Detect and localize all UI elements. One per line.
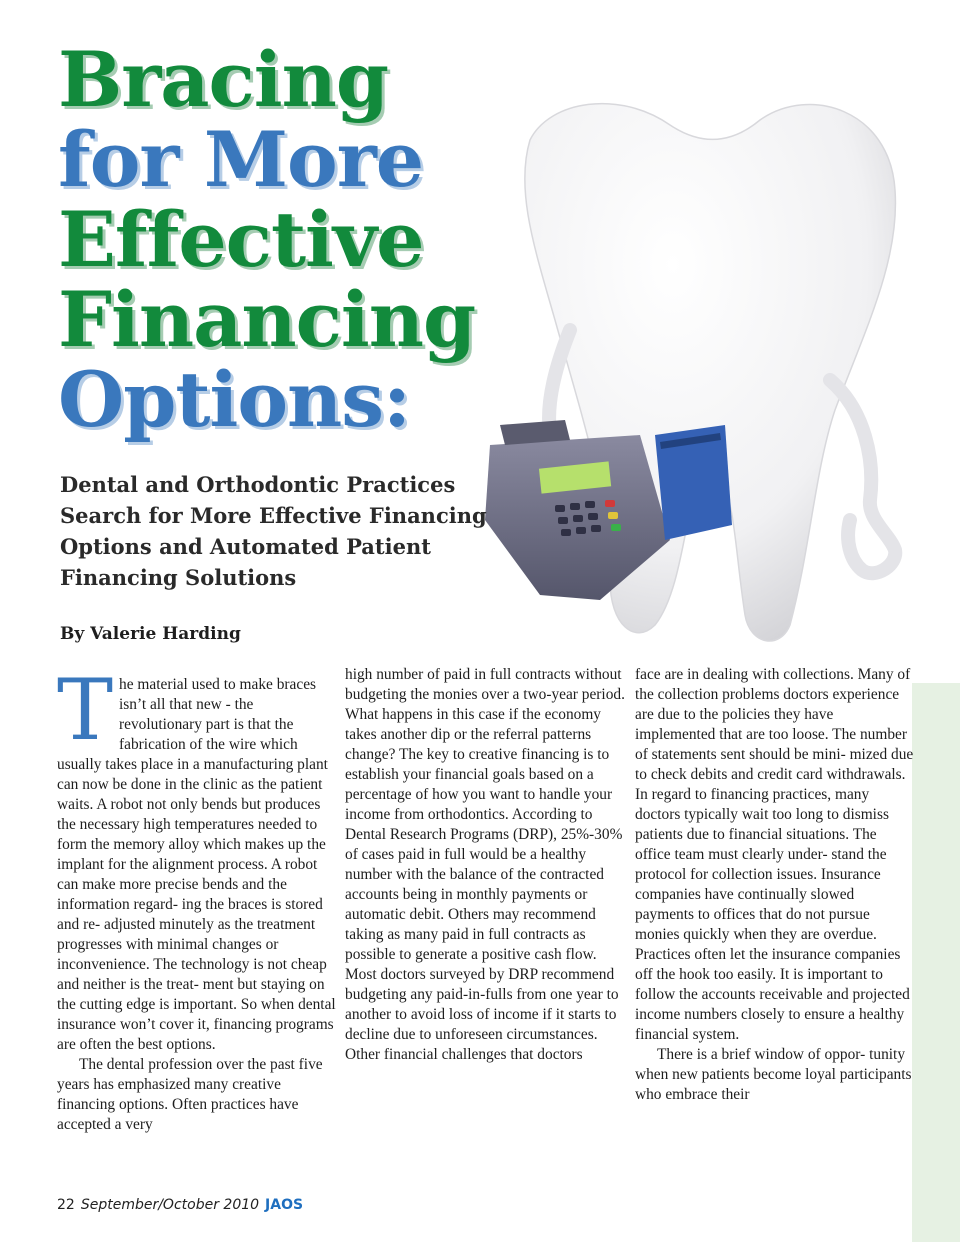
article-subtitle: Dental and Orthodontic Practices Search for More Effective Financing Options and Automated Patient Financing Solutions [60, 472, 487, 590]
tooth-card-terminal-illustration [470, 80, 930, 650]
journal-name: JAOS [265, 1197, 304, 1213]
paragraph: There is a brief window of oppor- tunity when new patients become loyal participants who embrace their [635, 1046, 912, 1103]
paragraph: face are in dealing with collections. Many of the collection problems doctors experience are due to the policies they have implemented that are too loose. The number of statements sent should be mini- mized due to check debits and credit card withdrawals. In regard to financing practices, many doctors typically wait too long to dismiss patients due to financial situations. The office team must clearly under- stand the protocol for collection issues. Insurance companies have continually slowed payments to offices that do not pursue monies quickly when they are overdue. Practices often let the insurance companies off the hook too easily. It is important to follow the accounts receivable and projected income numbers closely to ensure a healthy financial system. [635, 666, 914, 1043]
title-line-2: for More [58, 115, 424, 204]
paragraph: The dental profession over the past five years has emphasized many creative financing options. Often practices have accepted a very [57, 1056, 323, 1133]
title-line-4: Financing [58, 275, 476, 364]
paragraph: The material used to make braces isn’t all that new - the revolutionary part is that the fabrication of the wire which usually takes place in a manufacturing plant can now be done in the clinic as the patient waits. A robot not only bends but produces the necessary high temperatures needed to form the memory alloy which makes up the implant for the alignment process. A robot can make more precise bends and the information regard- ing the braces is stored and re- adjusted minutely as the treatment progresses with minimal changes or inconvenience. The technology is not cheap and neither is the treat- ment but staying on the cutting edge is important. So when dental insurance won’t cover it, financing programs are often the best options. [57, 661, 336, 1053]
issue-date: September/October 2010 [80, 1197, 260, 1213]
page-footer [57, 1197, 303, 1213]
byline: By Valerie Harding [60, 624, 241, 644]
article-column-1 [57, 661, 337, 1135]
tooth-arm-right [830, 380, 895, 573]
drop-cap: T [57, 661, 114, 759]
article-title [58, 35, 476, 444]
article-column-3 [635, 665, 915, 1105]
title-line-5: Options: [58, 355, 411, 444]
page-number: 22 [57, 1197, 75, 1213]
title-line-1: Bracing [58, 35, 389, 124]
paragraph: high number of paid in full contracts without budgeting the monies over a two-year period. What happens in this case if the economy takes another dip or the referral patterns change? The key to creative financing is to establish your financial goals based on a percentage of how you want to handle your income from orthodontics. According to Dental Research Programs (DRP), 25%-30% of cases paid in full would be a healthy number with the balance of the contracted accounts being in monthly payments or automatic debit. Others may recommend taking as many paid in full contracts as possible to generate a positive cash flow. Most doctors surveyed by DRP recommend budgeting any paid-in-fulls from one year to another to avoid loss of income if it starts to decline due to unforeseen circumstances. Other financial challenges that doctors [345, 666, 625, 1063]
article-column-2 [345, 665, 625, 1065]
margin-strip [912, 683, 960, 1242]
title-line-3: Effective [58, 195, 424, 284]
